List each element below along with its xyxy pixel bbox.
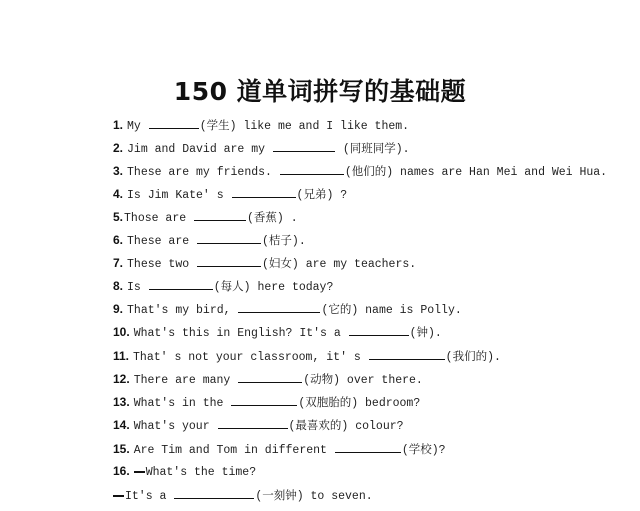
question-1 — [113, 116, 409, 132]
question-number: 3. — [113, 164, 124, 178]
answer-blank[interactable] — [197, 254, 261, 267]
question-number: 6. — [113, 233, 124, 247]
question-text-after: (钟). — [409, 327, 442, 340]
question-number: 9. — [113, 302, 124, 316]
question-15 — [113, 440, 446, 456]
question-number: 10. — [113, 325, 130, 339]
question-16-answer-line — [113, 486, 373, 502]
answer-blank[interactable] — [218, 416, 288, 429]
question-11 — [113, 347, 501, 363]
question-number: 14. — [113, 418, 130, 432]
question-text-after: (它的) name is Polly. — [321, 304, 462, 317]
question-9 — [113, 300, 462, 316]
answer-blank[interactable] — [335, 440, 401, 453]
question-number: 5. — [113, 210, 124, 224]
question-number: 4. — [113, 187, 124, 201]
question-text-before: Is — [127, 281, 148, 294]
answer-blank[interactable] — [231, 393, 297, 406]
question-text-before: My — [127, 120, 148, 133]
answer-blank[interactable] — [369, 347, 445, 360]
question-text-after: (双胞胎的) bedroom? — [298, 397, 421, 410]
question-text-after: (兄弟) ? — [296, 189, 348, 202]
answer-blank[interactable] — [238, 300, 320, 313]
question-text-before: It's a — [125, 490, 174, 503]
dialogue-dash — [134, 471, 145, 473]
question-number: 12. — [113, 372, 130, 386]
question-2 — [113, 139, 410, 155]
question-text-after: (最喜欢的) colour? — [288, 420, 404, 433]
question-text-before: These are — [127, 235, 197, 248]
question-text-before: What's this in English? It's a — [133, 327, 348, 340]
question-16 — [113, 463, 256, 479]
question-number: 15. — [113, 442, 130, 456]
question-text-after: (香蕉) . — [247, 212, 298, 225]
question-text-after: (一刻钟) to seven. — [255, 490, 373, 503]
question-text-before: These two — [127, 258, 197, 271]
question-3 — [113, 162, 607, 178]
question-12 — [113, 370, 423, 386]
question-6 — [113, 231, 306, 247]
question-number: 16. — [113, 464, 130, 478]
question-13 — [113, 393, 420, 409]
question-text-before: There are many — [133, 374, 238, 387]
question-text-before: These are my friends. — [127, 166, 279, 179]
question-14 — [113, 416, 404, 432]
question-10 — [113, 323, 442, 339]
answer-blank[interactable] — [238, 370, 302, 383]
question-number: 2. — [113, 141, 124, 155]
question-number: 1. — [113, 118, 124, 132]
question-number: 8. — [113, 279, 124, 293]
question-text-before: Those are — [124, 212, 194, 225]
question-5 — [113, 208, 298, 224]
question-text-after: (我们的). — [445, 351, 501, 364]
answer-blank[interactable] — [280, 162, 344, 175]
question-text-before: What's your — [133, 420, 217, 433]
question-text-after: (每人) here today? — [213, 281, 334, 294]
answer-blank[interactable] — [194, 208, 246, 221]
question-4 — [113, 185, 347, 201]
question-text-after: (妇女) are my teachers. — [262, 258, 417, 271]
question-number: 7. — [113, 256, 124, 270]
question-text-after: (他们的) names are Han Mei and Wei Hua. — [344, 166, 608, 179]
question-text-before: That's my bird, — [127, 304, 238, 317]
answer-blank[interactable] — [197, 231, 261, 244]
dialogue-dash — [113, 495, 124, 497]
question-number: 11. — [113, 349, 130, 363]
question-7 — [113, 254, 416, 270]
question-text-before: That' s not your classroom, it' s — [133, 351, 368, 364]
question-text-before: What's in the — [133, 397, 231, 410]
question-text-after: (学生) like me and I like them. — [199, 120, 410, 133]
answer-blank[interactable] — [273, 139, 335, 152]
answer-blank[interactable] — [174, 486, 254, 499]
question-text-before: Are Tim and Tom in different — [133, 444, 334, 457]
question-text-before: What's the time? — [145, 466, 257, 479]
answer-blank[interactable] — [149, 116, 199, 129]
question-number: 13. — [113, 395, 130, 409]
answer-blank[interactable] — [349, 323, 409, 336]
answer-blank[interactable] — [149, 277, 213, 290]
question-text-before: Jim and David are my — [127, 143, 272, 156]
question-text-after: (桔子). — [262, 235, 306, 248]
question-8 — [113, 277, 333, 293]
question-text-before: Is Jim Kate' s — [127, 189, 231, 202]
question-text-after: (同班同学). — [335, 143, 410, 156]
answer-blank[interactable] — [232, 185, 296, 198]
question-text-after: (动物) over there. — [303, 374, 423, 387]
page-title: 150 道单词拼写的基础题 — [173, 77, 467, 106]
question-text-after: (学校)? — [401, 444, 446, 457]
